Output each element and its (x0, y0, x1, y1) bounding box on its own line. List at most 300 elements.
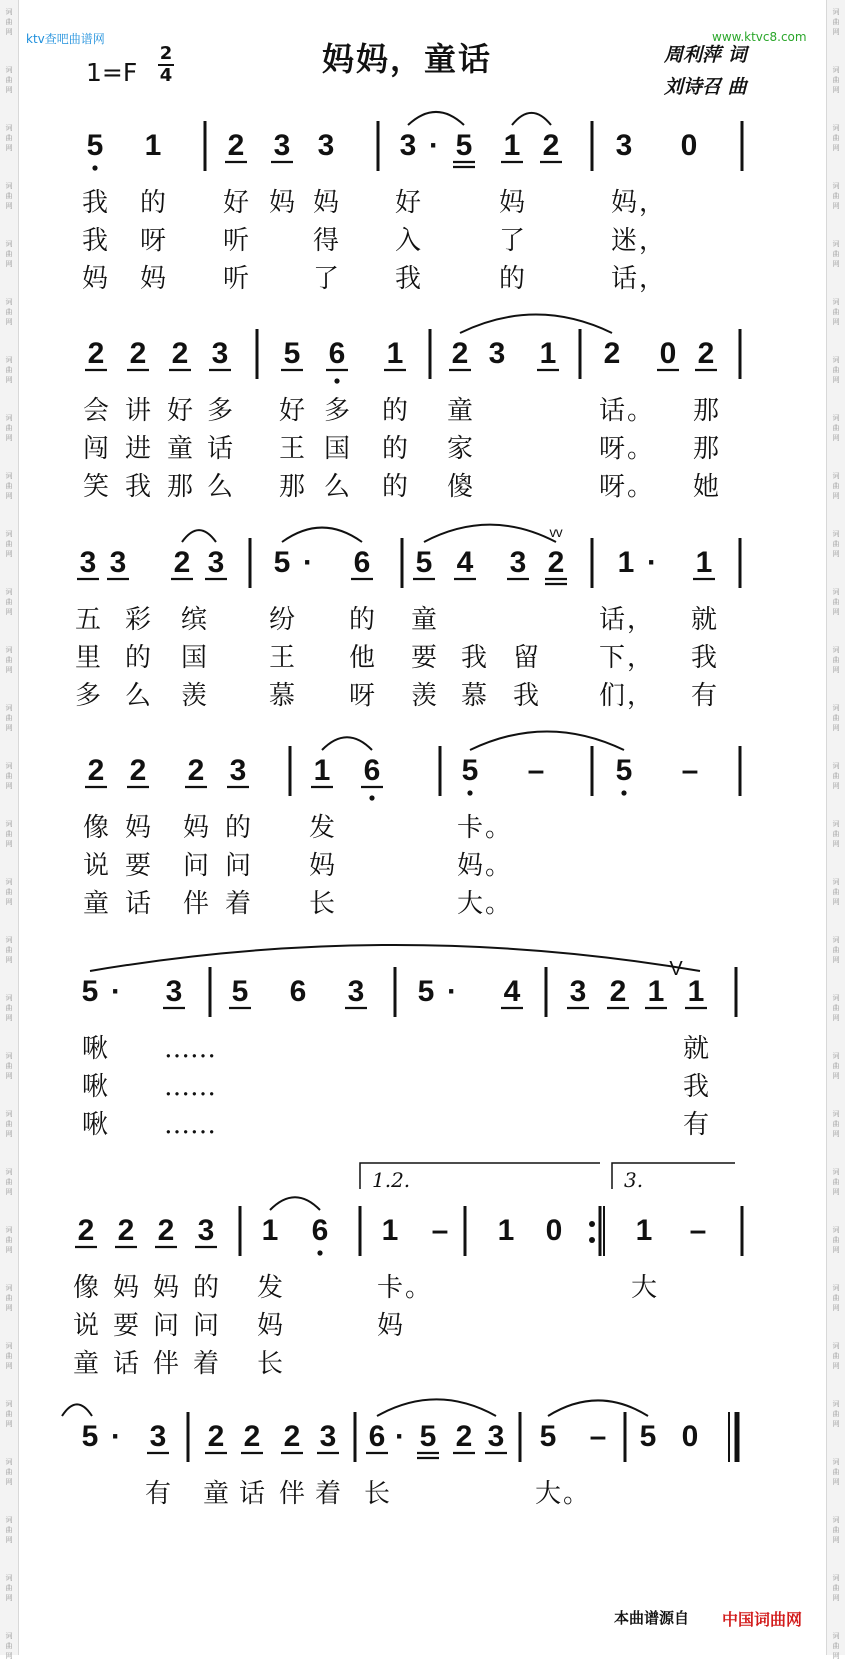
watermark-char: 网 (832, 1304, 840, 1312)
lyric-char: 话 (598, 396, 626, 426)
note: 3 (509, 546, 527, 579)
lyric-char: 问 (192, 1311, 220, 1341)
lyric-char: 我 (81, 226, 109, 256)
lyric-char: ， (638, 264, 666, 294)
lyric-char: 啾 (81, 1072, 109, 1102)
lyric-char: 多 (206, 396, 234, 426)
lyric-char: 妈 (139, 264, 167, 294)
lyric-char: 那 (692, 434, 720, 464)
lyric-char: 长 (256, 1349, 284, 1379)
repeat-dot (589, 1237, 595, 1243)
watermark-char: 词 (832, 472, 840, 480)
slur (182, 530, 216, 542)
watermark-char: 网 (5, 318, 13, 326)
watermark-char: 曲 (5, 250, 13, 258)
lyric-char: 迷 (610, 226, 638, 256)
watermark-char: 网 (5, 956, 13, 964)
watermark-char: 曲 (5, 714, 13, 722)
dash-extension: – (689, 1214, 707, 1247)
note: 2 (227, 129, 245, 162)
watermark-char: 网 (832, 1362, 840, 1370)
lyric-char: 羡 (410, 681, 438, 711)
watermark-char: 网 (832, 1536, 840, 1544)
lyric-char: 长 (363, 1479, 391, 1509)
watermark-char: 词 (832, 240, 840, 248)
watermark-char: 曲 (832, 656, 840, 664)
note: 6 (368, 1420, 386, 1453)
watermark-char: 曲 (5, 1294, 13, 1302)
lyric-char: 了 (312, 264, 340, 294)
lyric-char: 他 (348, 643, 376, 673)
lyric-char: 我 (81, 188, 109, 218)
note: 2 (207, 1420, 225, 1453)
note: 2 (129, 337, 147, 370)
watermark-char: 网 (5, 1362, 13, 1370)
watermark-char: 曲 (5, 598, 13, 606)
watermark-char: 网 (5, 260, 13, 268)
lyric-char: 王 (278, 434, 306, 464)
watermark-char: 曲 (5, 18, 13, 26)
watermark-char: 词 (5, 646, 13, 654)
watermark-char: 词 (832, 1458, 840, 1466)
watermark-char: 网 (5, 1246, 13, 1254)
note: 5 (81, 975, 99, 1008)
lyric-char: 家 (446, 434, 474, 464)
lyric-char: 像 (72, 1273, 100, 1303)
lyric-char: 说 (72, 1311, 100, 1341)
watermark-char: 曲 (832, 1062, 840, 1070)
lyric-char: 发 (256, 1273, 284, 1303)
note: 3 (207, 546, 225, 579)
note: 5 (461, 754, 479, 787)
watermark-char: 曲 (832, 1236, 840, 1244)
lyric-char: 我 (394, 264, 422, 294)
watermark-char: 网 (5, 492, 13, 500)
lyric-char: 着 (192, 1349, 220, 1379)
watermark-char: 曲 (832, 1352, 840, 1360)
augmentation-dot: · (111, 975, 121, 1008)
watermark-char: 曲 (832, 192, 840, 200)
lyric-char: 会 (82, 396, 110, 426)
lyric-char: 进 (124, 434, 152, 464)
watermark-char: 曲 (5, 134, 13, 142)
lyric-char: 妈 (498, 188, 526, 218)
lyric-char: 妈 (256, 1311, 284, 1341)
watermark-char: 网 (832, 1072, 840, 1080)
watermark-char: 网 (832, 724, 840, 732)
note: 0 (681, 1420, 699, 1453)
lower-octave-dot (317, 1250, 322, 1255)
note: 6 (289, 975, 307, 1008)
note: 2 (117, 1214, 135, 1247)
lyric-char: 我 (124, 472, 152, 502)
watermark-char: 曲 (5, 1526, 13, 1534)
slur (408, 112, 464, 125)
watermark-char: 词 (832, 298, 840, 306)
note: 2 (542, 129, 560, 162)
lyric-char: 像 (82, 813, 110, 843)
watermark-char: 词 (832, 820, 840, 828)
lyric-char: 伴 (152, 1349, 180, 1379)
watermark-char: 网 (832, 608, 840, 616)
watermark-char: 曲 (832, 18, 840, 26)
lyric-char: 。 (484, 851, 512, 881)
watermark-char: 网 (832, 956, 840, 964)
watermark-char: 词 (832, 8, 840, 16)
lyric-char: 有 (144, 1479, 172, 1509)
lower-octave-dot (334, 378, 339, 383)
watermark-char: 词 (832, 1110, 840, 1118)
watermark-char: 词 (5, 820, 13, 828)
watermark-char: 曲 (832, 540, 840, 548)
watermark-char: 网 (832, 1014, 840, 1022)
watermark-char: 词 (832, 878, 840, 886)
watermark-char: 曲 (832, 888, 840, 896)
watermark-char: 网 (832, 492, 840, 500)
lyric-char: 呀 (598, 472, 626, 502)
watermark-char: 曲 (832, 1120, 840, 1128)
lyric-char: 有 (690, 681, 718, 711)
note: 5 (86, 129, 104, 162)
watermark-char: 网 (5, 1072, 13, 1080)
lyric-char: 呀 (348, 681, 376, 711)
source-right-url[interactable]: www.ktvc8.com (712, 30, 807, 44)
watermark-char: 曲 (832, 308, 840, 316)
lyric-char: 童 (82, 889, 110, 919)
watermark-char: 词 (5, 762, 13, 770)
watermark-char: 曲 (5, 1642, 13, 1650)
note: 3 (317, 129, 335, 162)
watermark-char: 曲 (832, 134, 840, 142)
meter-bottom: 4 (159, 65, 173, 86)
watermark-char: 曲 (832, 1294, 840, 1302)
augmentation-dot: · (111, 1420, 121, 1453)
note: 5 (81, 1420, 99, 1453)
note: 2 (171, 337, 189, 370)
note: 1 (635, 1214, 653, 1247)
note: 2 (283, 1420, 301, 1453)
watermark-char: 曲 (832, 946, 840, 954)
watermark-char: 词 (5, 1284, 13, 1292)
lyric-char: 听 (222, 264, 250, 294)
watermark-char: 词 (5, 8, 13, 16)
watermark-char: 网 (832, 840, 840, 848)
lyric-char: 我 (682, 1072, 710, 1102)
watermark-char: 词 (832, 356, 840, 364)
watermark-char: 词 (5, 994, 13, 1002)
note: 3 (211, 337, 229, 370)
lyric-char: 入 (394, 226, 422, 256)
watermark-char: 词 (5, 124, 13, 132)
lyric-char: 的 (348, 605, 376, 635)
watermark-char: 词 (5, 66, 13, 74)
lyric-char: 妈 (312, 188, 340, 218)
note: 2 (87, 754, 105, 787)
lyric-char: …… (164, 1072, 216, 1102)
lyric-char: 么 (323, 472, 351, 502)
note: 3 (109, 546, 127, 579)
watermark-char: 网 (832, 666, 840, 674)
note: 3 (149, 1420, 167, 1453)
watermark-char: 网 (5, 1014, 13, 1022)
watermark-char: 网 (832, 1478, 840, 1486)
watermark-char: 网 (832, 1652, 840, 1660)
lyric-char: 的 (139, 188, 167, 218)
lyric-char: 童 (446, 396, 474, 426)
watermark-char: 词 (832, 1574, 840, 1582)
lyric-char: 的 (224, 813, 252, 843)
watermark-char: 网 (5, 1130, 13, 1138)
note: 4 (456, 546, 474, 579)
note: 5 (283, 337, 301, 370)
watermark-char: 词 (832, 414, 840, 422)
note: 4 (503, 975, 521, 1008)
repeat-dot (589, 1221, 595, 1227)
note: 3 (399, 129, 417, 162)
note: 3 (79, 546, 97, 579)
watermark-char: 曲 (5, 1236, 13, 1244)
note: 3 (229, 754, 247, 787)
lyric-char: 缤 (180, 605, 208, 635)
watermark-char: 网 (5, 1188, 13, 1196)
lyric-char: 纷 (268, 605, 296, 635)
lyric-char: 多 (74, 681, 102, 711)
lyric-char: 要 (410, 643, 438, 673)
note: 5 (273, 546, 291, 579)
dash-extension: – (681, 754, 699, 787)
note: 1 (647, 975, 665, 1008)
watermark-char: 曲 (832, 1526, 840, 1534)
lyric-char: ， (626, 605, 654, 635)
watermark-char: 词 (5, 1458, 13, 1466)
watermark-char: 词 (832, 936, 840, 944)
lyric-char: 话 (112, 1349, 140, 1379)
watermark-char: 曲 (5, 76, 13, 84)
lyric-char: ， (638, 188, 666, 218)
watermark-char: 曲 (832, 1468, 840, 1476)
note: 5 (639, 1420, 657, 1453)
lyric-char: 发 (308, 813, 336, 843)
watermark-char: 网 (5, 724, 13, 732)
note: 1 (539, 337, 557, 370)
lyric-char: 五 (74, 605, 102, 635)
lyric-char: 呀 (139, 226, 167, 256)
note: 2 (187, 754, 205, 787)
lower-octave-dot (92, 165, 97, 170)
watermark-char: 词 (5, 704, 13, 712)
lyric-char: 大 (456, 889, 484, 919)
lyric-char: 妈 (610, 188, 638, 218)
lyric-char: 妈 (182, 813, 210, 843)
note: 5 (415, 546, 433, 579)
watermark-char: 词 (832, 1168, 840, 1176)
lyric-char: ， (626, 681, 654, 711)
lyric-char: 的 (498, 264, 526, 294)
watermark-char: 网 (832, 86, 840, 94)
watermark-char: 词 (5, 1516, 13, 1524)
watermark-char: 词 (5, 472, 13, 480)
lyric-char: 话 (598, 605, 626, 635)
watermark-char: 词 (5, 356, 13, 364)
lyric-char: 要 (124, 851, 152, 881)
note: 3 (347, 975, 365, 1008)
watermark-char: 曲 (5, 656, 13, 664)
lyric-char: 慕 (460, 681, 488, 711)
footer-site-name[interactable]: 中国词曲网 (722, 1610, 803, 1629)
note: 1 (144, 129, 162, 162)
lyric-char: 笑 (82, 472, 110, 502)
lyric-char: 。 (404, 1273, 432, 1303)
note: 2 (129, 754, 147, 787)
slur (62, 1404, 92, 1416)
lyric-char: 妈 (152, 1273, 180, 1303)
lyric-char: ， (638, 226, 666, 256)
watermark-char: 网 (832, 898, 840, 906)
lyric-char: 我 (460, 643, 488, 673)
meter-top: 2 (159, 43, 173, 64)
lyric-char: 话 (610, 264, 638, 294)
note: 2 (243, 1420, 261, 1453)
lyric-char: 童 (202, 1479, 230, 1509)
lyric-char: 大 (534, 1479, 562, 1509)
watermark-char: 网 (832, 202, 840, 210)
lower-octave-dot (369, 795, 374, 800)
note: 3 (615, 129, 633, 162)
watermark-char: 网 (832, 1420, 840, 1428)
lyric-char: 妈 (124, 813, 152, 843)
watermark-char: 曲 (5, 888, 13, 896)
note: 2 (697, 337, 715, 370)
watermark-char: 词 (832, 1052, 840, 1060)
note: 2 (547, 546, 565, 579)
slur (377, 1399, 496, 1416)
watermark-char: 词 (5, 1632, 13, 1640)
composer-credit: 刘诗召 曲 (664, 76, 747, 98)
lyric-char: 国 (323, 434, 351, 464)
watermark-char: 网 (832, 260, 840, 268)
lyric-char: 卡 (376, 1273, 404, 1303)
watermark-char: 网 (832, 1246, 840, 1254)
lyric-char: 就 (682, 1034, 710, 1064)
note: 5 (417, 975, 435, 1008)
watermark-char: 曲 (5, 1584, 13, 1592)
watermark-char: 词 (832, 182, 840, 190)
note: 1 (695, 546, 713, 579)
note: 5 (615, 754, 633, 787)
watermark-char: 词 (5, 878, 13, 886)
watermark-char: 词 (5, 298, 13, 306)
note: 1 (381, 1214, 399, 1247)
source-left-label: ktv查吧曲谱网 (26, 32, 105, 46)
lyric-char: 的 (124, 643, 152, 673)
lyric-char: 啾 (81, 1034, 109, 1064)
watermark-char: 曲 (5, 540, 13, 548)
watermark-char: 网 (832, 28, 840, 36)
augmentation-dot: · (395, 1420, 405, 1453)
song-title: 妈妈，童话 (322, 40, 493, 78)
dash-extension: – (527, 754, 545, 787)
note: 2 (173, 546, 191, 579)
watermark-char: 曲 (5, 482, 13, 490)
watermark-char: 曲 (5, 1468, 13, 1476)
note: 6 (328, 337, 346, 370)
watermark-char: 词 (5, 1052, 13, 1060)
watermark-char: 词 (5, 936, 13, 944)
watermark-char: 曲 (832, 598, 840, 606)
lyric-char: 童 (410, 605, 438, 635)
lyric-char: 大 (630, 1273, 658, 1303)
watermark-char: 词 (5, 240, 13, 248)
watermark-char: 曲 (832, 1004, 840, 1012)
watermark-char: 曲 (5, 830, 13, 838)
lyric-char: 妈 (376, 1311, 404, 1341)
lyric-char: 留 (512, 643, 540, 673)
dash-extension: – (589, 1420, 607, 1453)
watermark-char: 词 (832, 704, 840, 712)
note: 3 (488, 337, 506, 370)
watermark-char: 网 (832, 376, 840, 384)
lyric-char: 么 (206, 472, 234, 502)
lyric-char: 话 (238, 1479, 266, 1509)
watermark-char: 词 (832, 1226, 840, 1234)
watermark-char: 曲 (832, 482, 840, 490)
lyric-char: 得 (312, 226, 340, 256)
slur (424, 525, 556, 542)
note: 6 (353, 546, 371, 579)
lyric-char: 那 (166, 472, 194, 502)
lyric-char: 长 (308, 889, 336, 919)
slur (322, 737, 372, 750)
note: 3 (319, 1420, 337, 1453)
watermark-char: 曲 (832, 76, 840, 84)
volta-label: 3. (624, 1168, 644, 1192)
lyric-char: 听 (222, 226, 250, 256)
watermark-char: 曲 (832, 714, 840, 722)
lyric-char: 讲 (124, 396, 152, 426)
lyric-char: 们 (598, 681, 626, 711)
watermark-char: 曲 (832, 424, 840, 432)
lyric-char: 说 (82, 851, 110, 881)
lyric-char: 那 (692, 396, 720, 426)
watermark-char: 词 (5, 588, 13, 596)
lyric-char: 。 (626, 472, 654, 502)
watermark-char: 网 (5, 1420, 13, 1428)
watermark-char: 曲 (5, 946, 13, 954)
watermark-char: 曲 (832, 1178, 840, 1186)
lyric-char: 下 (598, 643, 626, 673)
watermark-char: 网 (5, 28, 13, 36)
augmentation-dot: · (429, 129, 439, 162)
lyric-char: 多 (323, 396, 351, 426)
watermark-char: 网 (5, 1536, 13, 1544)
note: 5 (231, 975, 249, 1008)
note: 2 (603, 337, 621, 370)
note: 1 (386, 337, 404, 370)
note: 1 (497, 1214, 515, 1247)
watermark-char: 网 (832, 144, 840, 152)
lyric-char: 妈 (308, 851, 336, 881)
watermark-char: 词 (832, 530, 840, 538)
lyric-char: 的 (381, 434, 409, 464)
lyric-char: 王 (268, 643, 296, 673)
slur (548, 1400, 648, 1416)
lyric-char: 闯 (82, 434, 110, 464)
lyric-char: 么 (124, 681, 152, 711)
watermark-char: 网 (832, 1594, 840, 1602)
note: 6 (363, 754, 381, 787)
watermark-char: 网 (832, 550, 840, 558)
lyric-char: …… (164, 1034, 216, 1064)
